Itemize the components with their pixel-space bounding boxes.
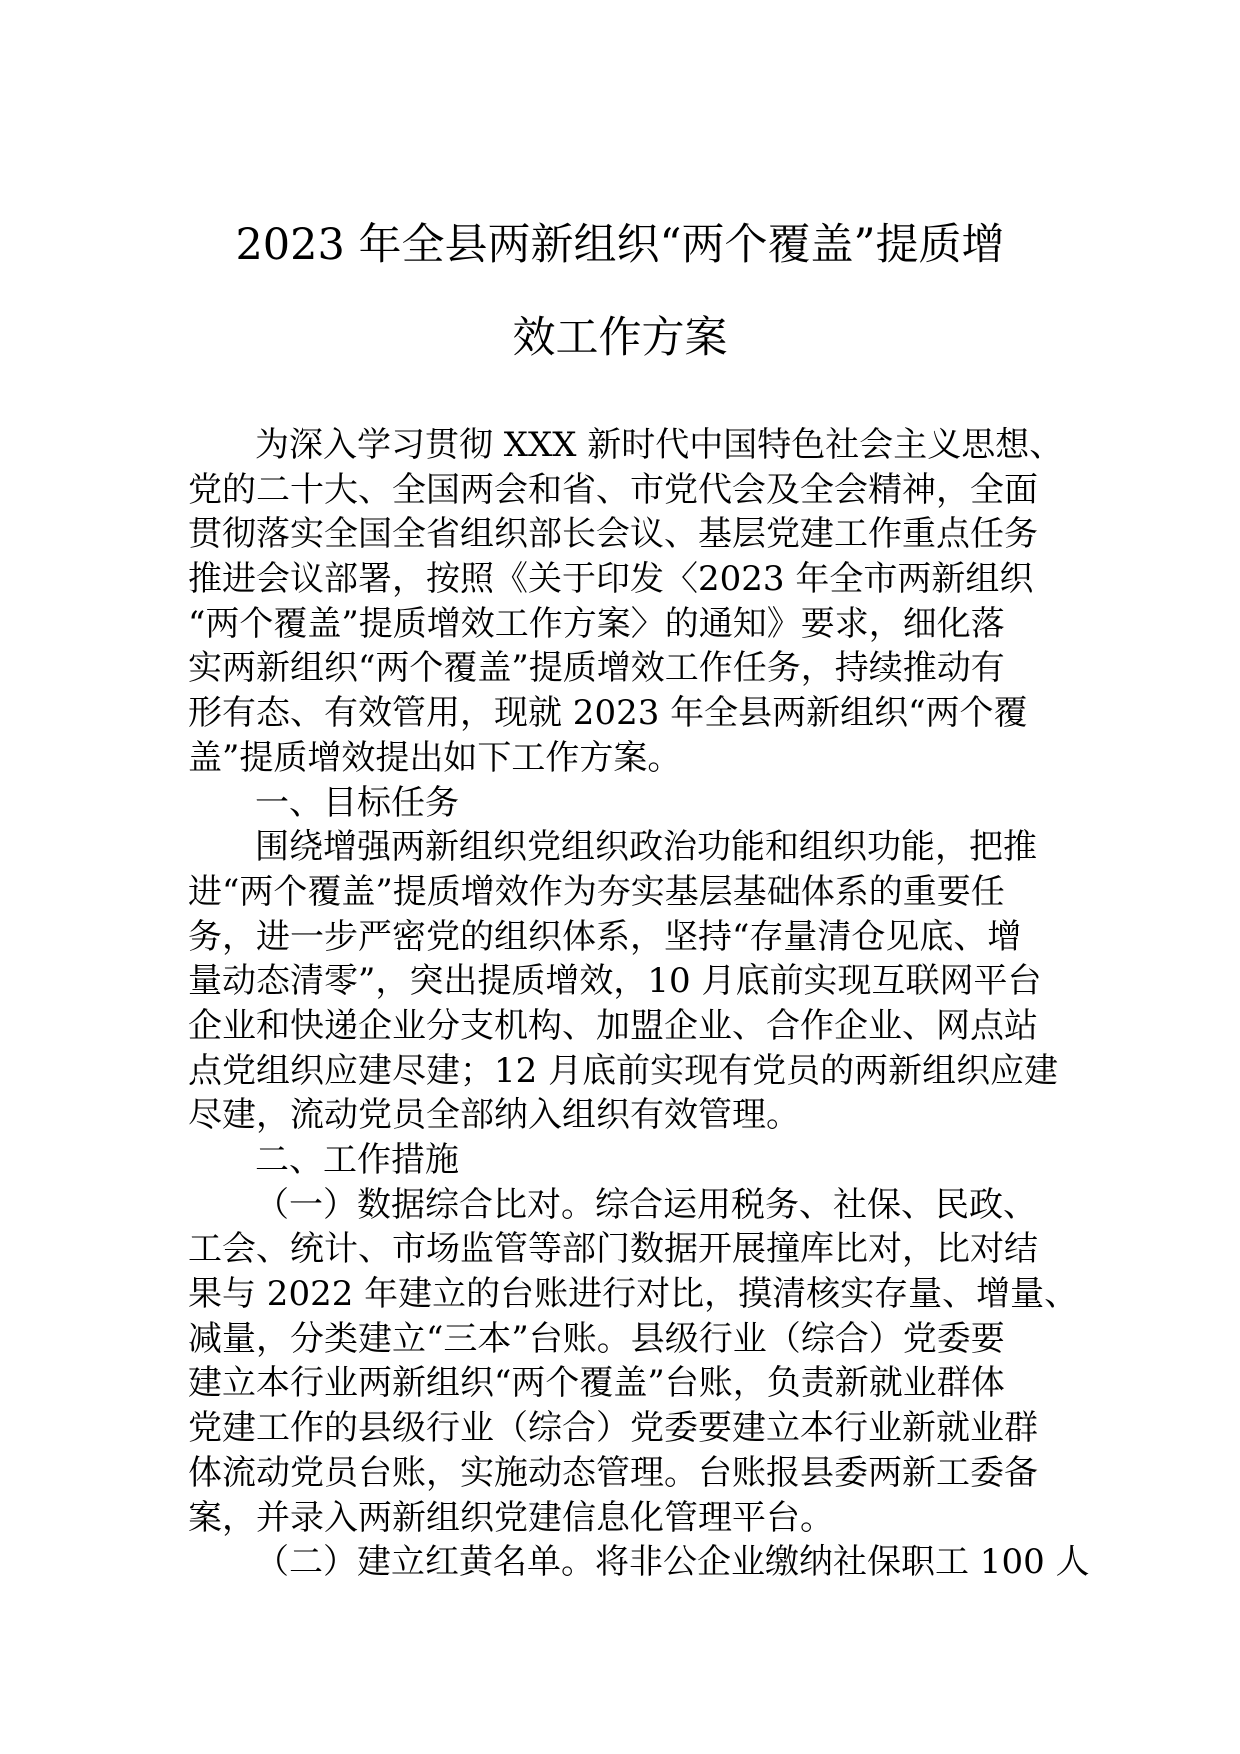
body-line: 果与 2022 年建立的台账进行对比，摸清核实存量、增量、 — [188, 1274, 1079, 1315]
body-line: “两个覆盖”提质增效工作方案〉的通知》要求，细化落 — [188, 603, 1005, 644]
body-line: 推进会议部署，按照《关于印发〈2023 年全市两新组织 — [188, 559, 1034, 600]
body-line: 体流动党员台账，实施动态管理。台账报县委两新工委备 — [188, 1452, 1038, 1493]
document-title-line-1: 2023 年全县两新组织“两个覆盖”提质增 — [235, 220, 1005, 270]
body-line: 企业和快递企业分支机构、加盟企业、合作企业、网点站 — [188, 1005, 1038, 1046]
body-line: 党建工作的县级行业（综合）党委要建立本行业新就业群 — [188, 1408, 1038, 1449]
body-line: 围绕增强两新组织党组织政治功能和组织功能，把推 — [255, 827, 1037, 868]
document-title-line-2: 效工作方案 — [512, 313, 728, 363]
body-line: 形有态、有效管用，现就 2023 年全县两新组织“两个覆 — [188, 693, 1028, 734]
body-line: 进“两个覆盖”提质增效作为夯实基层基础体系的重要任 — [188, 871, 1005, 912]
document-body — [188, 423, 1090, 1585]
section-heading: 一、目标任务 — [255, 782, 459, 823]
body-line: 工会、统计、市场监管等部门数据开展撞库比对，比对结 — [188, 1229, 1038, 1270]
body-line: 务，进一步严密党的组织体系，坚持“存量清仓见底、增 — [188, 916, 1022, 957]
section-heading: 二、工作措施 — [255, 1140, 459, 1180]
body-line: 量动态清零”，突出提质增效，10 月底前实现互联网平台 — [188, 961, 1042, 1002]
body-line: 点党组织应建尽建；12 月底前实现有党员的两新组织应建 — [188, 1050, 1059, 1091]
body-line: 尽建，流动党员全部纳入组织有效管理。 — [188, 1095, 800, 1136]
body-line: 盖”提质增效提出如下工作方案。 — [188, 737, 682, 778]
body-line: 减量，分类建立“三本”台账。县级行业（综合）党委要 — [188, 1318, 1005, 1359]
body-line: 案，并录入两新组织党建信息化管理平台。 — [188, 1497, 834, 1538]
body-line: 党的二十大、全国两会和省、市党代会及全会精神，全面 — [188, 469, 1038, 510]
body-line: 建立本行业两新组织“两个覆盖”台账，负责新就业群体 — [188, 1363, 1005, 1404]
body-line: 实两新组织“两个覆盖”提质增效工作任务，持续推动有 — [188, 648, 1005, 689]
body-line: （二）建立红黄名单。将非公企业缴纳社保职工 100 人 — [255, 1542, 1090, 1583]
body-line: 为深入学习贯彻 XXX 新时代中国特色社会主义思想、 — [255, 425, 1064, 465]
body-line: （一）数据综合比对。综合运用税务、社保、民政、 — [255, 1184, 1037, 1225]
body-line: 贯彻落实全国全省组织部长会议、基层党建工作重点任务 — [188, 514, 1038, 555]
